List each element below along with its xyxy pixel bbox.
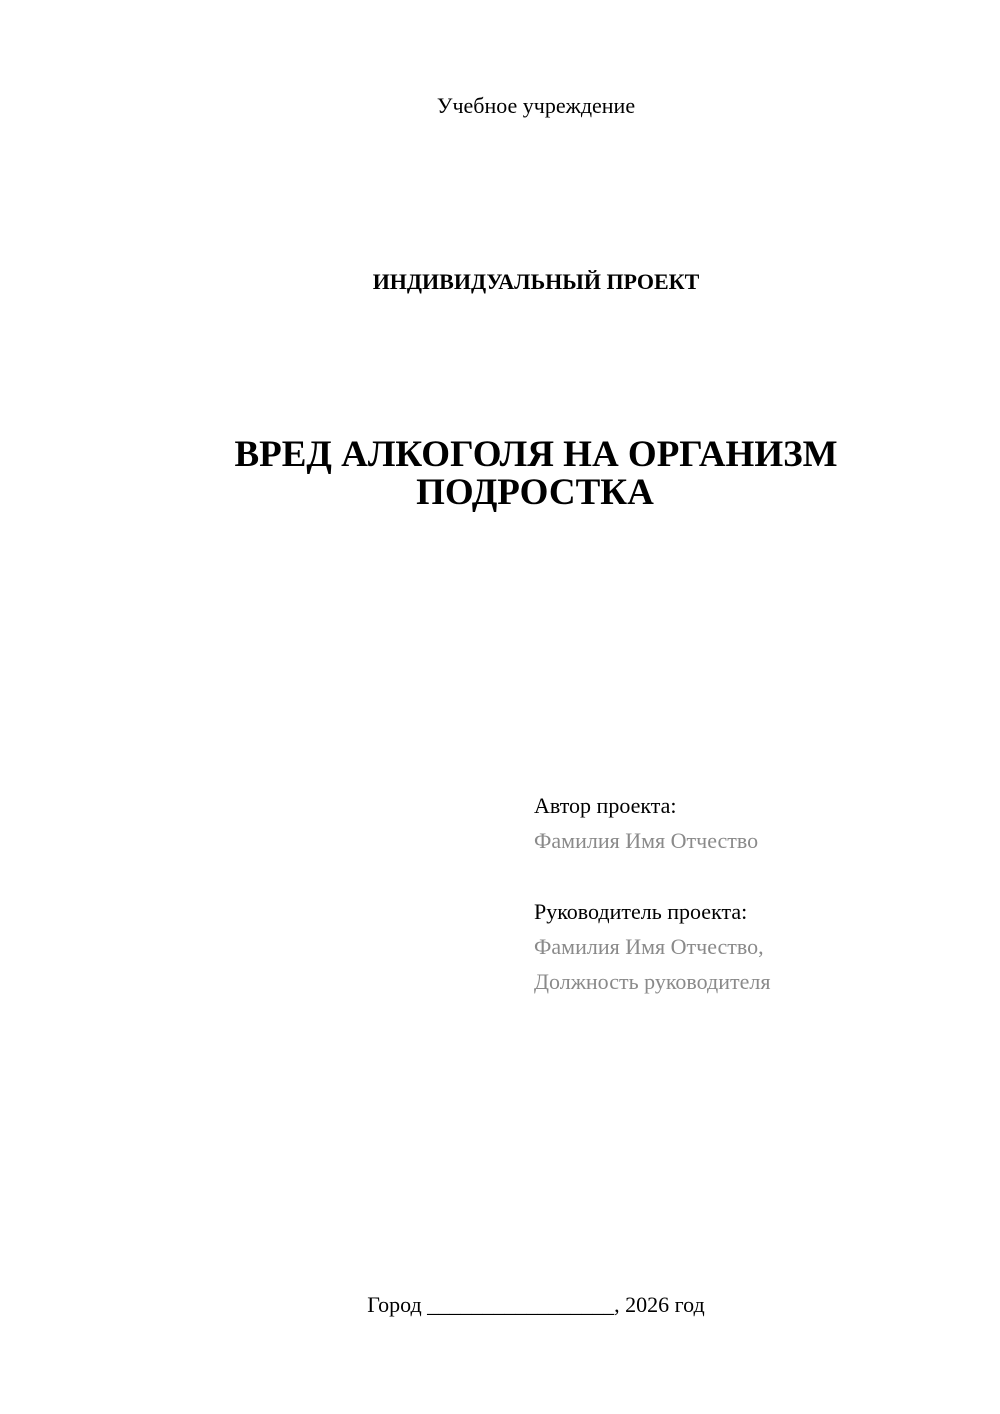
project-title-line-1: ВРЕД АЛКОГОЛЯ НА ОРГАНИЗМ [234,434,838,475]
supervisor-position: Должность руководителя [534,969,771,994]
supervisor-label: Руководитель проекта: [534,899,748,924]
project-title-line-2: ПОДРОСТКА [416,472,654,513]
credits-block [534,788,974,999]
author-name: Фамилия Имя Отчество [534,828,759,853]
city-year-footer: Город _________________, 2026 год [367,1292,705,1317]
project-title [0,436,1000,512]
institution-name: Учебное учреждение [436,93,636,118]
supervisor-name: Фамилия Имя Отчество, [534,934,764,959]
credits-spacer [534,858,974,894]
author-label: Автор проекта: [534,793,677,818]
project-type-heading: ИНДИВИДУАЛЬНЫЙ ПРОЕКТ [372,269,700,294]
